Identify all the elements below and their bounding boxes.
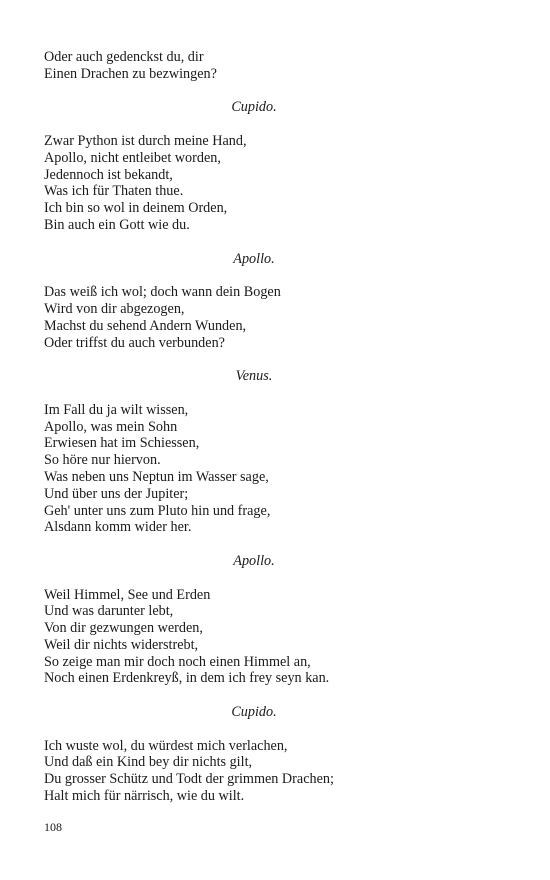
verse-line: Was ich für Thaten thue. xyxy=(44,183,184,200)
speaker-heading: Cupido. xyxy=(231,99,277,116)
verse-line: Weil dir nichts widerstrebt, xyxy=(44,636,199,653)
verse-line: Erwiesen hat im Schiessen, xyxy=(44,435,200,452)
speaker-heading: Apollo. xyxy=(233,552,275,569)
verse-line: Und daß ein Kind bey dir nichts gilt, xyxy=(44,754,253,771)
verse-line: Was neben uns Neptun im Wasser sage, xyxy=(44,468,269,485)
verse-line: Jedennoch ist bekandt, xyxy=(44,166,173,183)
stanza xyxy=(44,49,506,83)
verse-line: Alsdann komm wider her. xyxy=(44,519,192,536)
verse-line: Von dir gezwungen werden, xyxy=(44,620,203,637)
verse-line: Apollo, was mein Sohn xyxy=(44,418,178,435)
verse-line: So höre nur hiervon. xyxy=(44,452,161,469)
verse-line: Im Fall du ja wilt wissen, xyxy=(44,401,189,418)
verse-line: Du grosser Schütz und Todt der grimmen Drachen; xyxy=(44,771,334,788)
text-column xyxy=(44,49,506,805)
stanza xyxy=(44,133,506,234)
verse-line: Oder triffst du auch verbunden? xyxy=(44,334,225,351)
verse-line: Ich wuste wol, du würdest mich verlachen, xyxy=(44,737,288,754)
verse-line: Zwar Python ist durch meine Hand, xyxy=(44,132,247,149)
verse-line: Geh' unter uns zum Pluto hin und frage, xyxy=(44,502,271,519)
verse-line: Noch einen Erdenkreyß, in dem ich frey seyn kan. xyxy=(44,670,330,687)
verse-line: Das weiß ich wol; doch wann dein Bogen xyxy=(44,284,281,301)
verse-line: So zeige man mir doch noch einen Himmel an, xyxy=(44,653,311,670)
verse-line: Weil Himmel, See und Erden xyxy=(44,586,211,603)
verse-line: Wird von dir abgezogen, xyxy=(44,300,185,317)
verse-line: Und über uns der Jupiter; xyxy=(44,485,189,502)
page-number: 108 xyxy=(44,820,62,834)
stanza xyxy=(44,402,506,536)
stanza xyxy=(44,587,506,688)
verse-line: Halt mich für närrisch, wie du wilt. xyxy=(44,788,245,805)
verse-line: Einen Drachen zu bezwingen? xyxy=(44,65,217,82)
verse-line: Apollo, nicht entleibet worden, xyxy=(44,149,221,166)
verse-line: Bin auch ein Gott wie du. xyxy=(44,216,190,233)
speaker-heading: Apollo. xyxy=(233,250,275,267)
verse-line: Ich bin so wol in deinem Orden, xyxy=(44,200,228,217)
stanza xyxy=(44,284,506,351)
verse-line: Oder auch gedenckst du, dir xyxy=(44,49,204,65)
verse-line: Und was darunter lebt, xyxy=(44,603,174,620)
verse-line: Machst du sehend Andern Wunden, xyxy=(44,317,247,334)
speaker-heading: Cupido. xyxy=(231,704,277,721)
speaker-heading: Venus. xyxy=(235,368,273,385)
stanza xyxy=(44,738,506,805)
